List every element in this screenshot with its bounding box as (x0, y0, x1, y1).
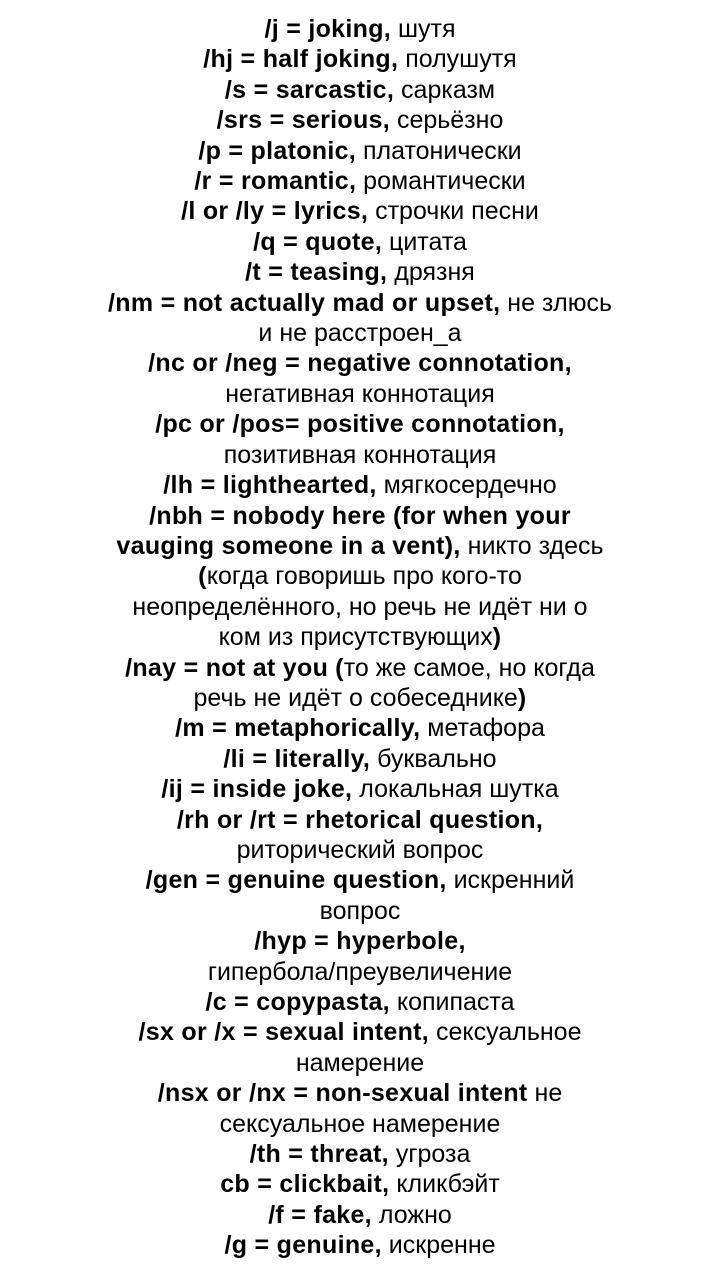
indicator-term: /g = genuine, (224, 1231, 382, 1260)
indicator-term: /c = copypasta, (205, 988, 390, 1016)
indicator-translation: когда говоришь про кого-то (206, 562, 522, 591)
entry-line (20, 987, 700, 1017)
indicator-translation: и не расстроен_а (258, 319, 462, 348)
indicator-term: /srs = serious, (216, 106, 390, 135)
entry-line (20, 196, 700, 226)
entry-line (20, 957, 700, 987)
indicator-translation: вопрос (319, 896, 401, 925)
indicator-translation: ком из присутствующих (218, 623, 493, 652)
tone-indicator-entry (20, 257, 700, 287)
entry-line (20, 1200, 700, 1230)
entry-line (20, 379, 700, 409)
entry-line (20, 44, 700, 74)
entry-line (20, 622, 700, 652)
entry-line (20, 136, 700, 166)
entry-line (20, 1048, 700, 1078)
indicator-term: /hj = half joking, (203, 45, 399, 74)
entry-line (20, 1017, 700, 1047)
indicator-translation: не (527, 1079, 563, 1108)
indicator-translation: цитата (382, 227, 467, 256)
indicator-translation: дрязня (387, 258, 475, 287)
entry-line (20, 1230, 700, 1260)
indicator-translation: кликбэйт (389, 1170, 500, 1199)
indicator-translation: сексуальное намерение (219, 1109, 501, 1138)
indicator-translation: ложно (371, 1200, 452, 1229)
indicator-translation: то же самое, но когда (343, 653, 595, 682)
tone-indicator-entry (20, 1200, 700, 1230)
indicator-term: /s = sarcastic, (224, 75, 395, 104)
entry-line (20, 440, 700, 470)
indicator-term: /p = platonic, (198, 136, 357, 165)
entry-line (20, 1169, 700, 1199)
indicator-translation: метафора (420, 714, 545, 743)
indicator-term: cb = clickbait, (220, 1170, 390, 1199)
tone-indicator-entry (20, 75, 700, 105)
tone-indicator-entry (20, 348, 700, 409)
entry-line (20, 1139, 700, 1169)
indicator-term: /m = metaphorically, (175, 714, 421, 743)
entry-line (20, 318, 700, 348)
indicator-term: /ij = inside joke, (161, 775, 353, 804)
tone-indicator-entry (20, 501, 700, 653)
entry-line (20, 1109, 700, 1139)
indicator-term: /li = literally, (223, 744, 371, 773)
indicator-term: /hyp = hyperbole, (254, 927, 466, 956)
entry-line (20, 805, 700, 835)
indicator-term: /pc or /pos= positive connotation, (155, 410, 565, 439)
indicator-translation: намерение (295, 1048, 425, 1077)
tone-indicator-entry (20, 227, 700, 257)
tone-indicator-entry (20, 1230, 700, 1260)
tone-indicator-entry (20, 44, 700, 74)
indicator-term: /nsx or /nx = non-sexual intent (157, 1079, 528, 1108)
entry-line (20, 1078, 700, 1108)
indicator-translation: искренний (446, 866, 575, 895)
indicator-translation: романтически (356, 167, 526, 196)
indicator-term: /l or /ly = lyrics, (181, 197, 369, 226)
indicator-term: ( (335, 653, 344, 682)
indicator-term: /nc or /neg = negative connotation, (148, 349, 572, 378)
tone-indicator-entry (20, 713, 700, 743)
tone-indicator-entry (20, 136, 700, 166)
tone-indicator-entry (20, 196, 700, 226)
indicator-translation: буквально (370, 744, 497, 773)
indicator-term: vauging someone in a vent), (116, 531, 461, 560)
entry-line (20, 744, 700, 774)
tone-indicator-entry (20, 409, 700, 470)
tone-indicator-entry (20, 653, 700, 714)
entry-line (20, 835, 700, 865)
entry-line (20, 348, 700, 378)
entry-line (20, 105, 700, 135)
tone-indicator-entry (20, 926, 700, 987)
indicator-translation: никто здесь (460, 531, 604, 560)
indicator-term: /q = quote, (253, 227, 383, 256)
entry-line (20, 653, 700, 683)
tone-indicator-entry (20, 987, 700, 1017)
entry-line (20, 409, 700, 439)
entry-line (20, 257, 700, 287)
indicator-term: /j = joking, (264, 15, 392, 43)
tone-indicator-entry (20, 805, 700, 866)
indicator-translation: неопределённого, но речь не идёт ни о (132, 592, 588, 621)
entry-line (20, 288, 700, 318)
indicator-term: /nay = not at you (125, 653, 329, 682)
entry-line (20, 14, 700, 44)
indicator-translation: серьёзно (390, 106, 504, 135)
indicator-term: /f = fake, (268, 1200, 372, 1229)
tone-indicator-entry (20, 1169, 700, 1199)
indicator-translation: не злюсь (500, 288, 612, 317)
indicator-translation: позитивная коннотация (223, 440, 497, 469)
indicator-term: ( (198, 562, 207, 591)
entry-line (20, 75, 700, 105)
indicator-translation: полушутя (398, 45, 517, 74)
indicator-translation: мягкосердечно (376, 471, 557, 500)
tone-indicator-entry (20, 166, 700, 196)
tone-indicator-entry (20, 744, 700, 774)
tone-indicator-entry (20, 288, 700, 349)
entry-line (20, 227, 700, 257)
tone-indicator-entry (20, 14, 700, 44)
indicator-translation: строчки песни (368, 197, 539, 226)
indicator-term: /th = threat, (249, 1140, 389, 1169)
tone-indicator-entry (20, 1139, 700, 1169)
entry-line (20, 865, 700, 895)
indicator-term: ) (517, 683, 527, 712)
indicator-term: /gen = genuine question, (145, 866, 447, 895)
entry-line (20, 592, 700, 622)
indicator-translation: сексуальное (429, 1018, 582, 1047)
entry-line (20, 926, 700, 956)
indicator-term: /lh = lighthearted, (163, 471, 377, 500)
tone-indicator-entry (20, 470, 700, 500)
entry-line (20, 561, 700, 591)
indicator-translation: негативная коннотация (225, 379, 495, 408)
entry-line (20, 531, 700, 561)
indicator-translation: сарказм (394, 75, 496, 104)
indicator-term: /nbh = nobody here (for when your (149, 501, 571, 530)
entry-line (20, 470, 700, 500)
entry-line (20, 501, 700, 531)
indicator-translation: гипербола/преувеличение (207, 957, 513, 986)
entry-line (20, 713, 700, 743)
indicator-term: /r = romantic, (194, 167, 357, 196)
indicator-translation: шутя (391, 15, 456, 43)
indicator-translation: платонически (356, 136, 522, 165)
indicator-term: ) (492, 623, 502, 652)
indicator-translation: речь не идёт о собеседнике (193, 683, 518, 712)
entry-line (20, 896, 700, 926)
tone-indicator-entry (20, 865, 700, 926)
entry-line (20, 683, 700, 713)
tone-indicator-entry (20, 1017, 700, 1078)
indicator-term: /nm = not actually mad or upset, (108, 288, 501, 317)
indicator-translation: угроза (388, 1140, 471, 1169)
tone-indicator-entry (20, 774, 700, 804)
indicator-translation: локальная шутка (352, 775, 559, 804)
tone-indicator-entry (20, 105, 700, 135)
indicator-term: /rh or /rt = rhetorical question, (176, 805, 544, 834)
indicator-translation: риторический вопрос (236, 835, 484, 864)
indicator-translation: копипаста (389, 988, 515, 1016)
entry-line (20, 774, 700, 804)
indicator-translation: искренне (381, 1231, 496, 1260)
indicator-term: /t = teasing, (245, 258, 388, 287)
tone-indicator-entry (20, 1078, 700, 1139)
entry-line (20, 166, 700, 196)
indicator-term: /sx or /x = sexual intent, (138, 1018, 430, 1047)
